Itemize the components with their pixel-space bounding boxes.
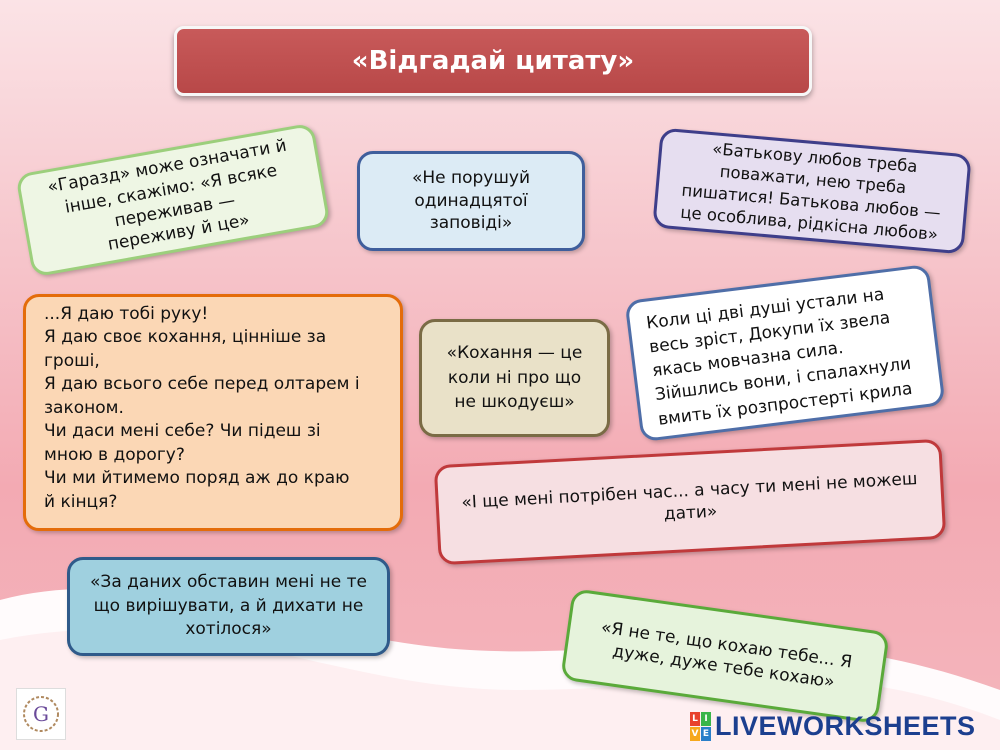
brand-blocks-icon: L I V E: [691, 713, 710, 739]
quote-text: «Кохання — це коли ні про що не шкодуєш»: [446, 343, 583, 413]
logo-wreath-icon: [21, 694, 61, 734]
quote-text: ...Я даю тобі руку! Я даю своє кохання, цінніше за гроші, Я даю всього себе перед олтарем і законом. Чи даси мені себе? Чи підеш зі мною в дорогу? Чи ми йтимемо поряд аж до краю й кінця?: [44, 304, 360, 512]
quote-text: Коли ці дві душі устали на весь зріст, Докупи їх звела якась мовчазна сила. Зійшлись вони, і спалахнули вмить їх розпростерті крила: [645, 284, 914, 430]
quote-card-ruku[interactable]: [23, 294, 403, 531]
quote-card-obstavyn[interactable]: [67, 557, 390, 656]
brand-text: LIVEWORKSHEETS: [715, 710, 976, 741]
quote-card-zapovid[interactable]: [357, 151, 585, 251]
page-title: «Відгадай цитату»: [174, 26, 812, 96]
svg-text:G: G: [33, 702, 49, 726]
site-logo: [16, 688, 66, 740]
quote-text: «Не порушуй одинадцятої заповіді»: [411, 168, 531, 234]
quote-text: «За даних обставин мені не те що вирішувати, а й дихати не хотілося»: [90, 571, 367, 640]
quote-text: «Батькову любов треба поважати, нею треба пишатися! Батькова любов — це особлива, рідкісна любов»: [679, 139, 942, 244]
quote-text: «І ще мені потрібен час... а часу ти мені не можеш дати»: [460, 468, 918, 525]
quote-card-kohannya[interactable]: [419, 319, 610, 437]
liveworksheets-brand[interactable]: [690, 708, 976, 744]
quote-text: «Гаразд» може означати й інше, скажімо: «Я всяке переживав — переживу й це»: [46, 135, 289, 256]
quote-text: «Я не те, що кохаю тебе... Я дуже, дуже тебе кохаю»: [599, 617, 854, 693]
